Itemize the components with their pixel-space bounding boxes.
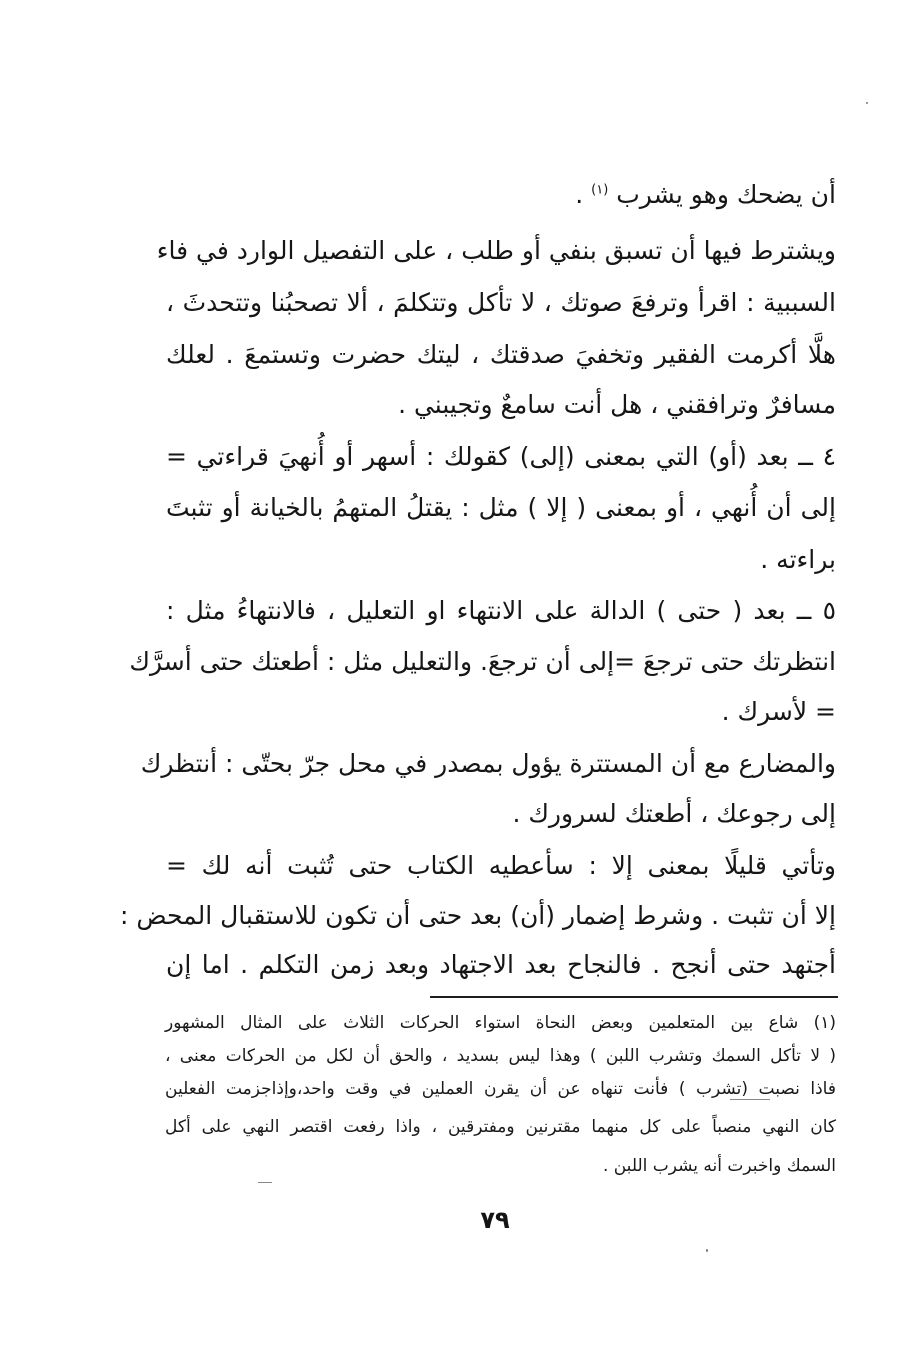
- body-line-16: أجتهد حتى أنجح . فالنجاح بعد الاجتهاد وبعد زمن التكلم . اما إن: [166, 950, 836, 979]
- footnote-separator: [430, 996, 838, 998]
- scan-speck: [706, 1249, 708, 1252]
- body-line-6: ٤ ــ بعد (أو) التي بمعنى (إلى) كقولك : أسهر أو أُنهيَ قراءتي =: [166, 442, 836, 471]
- scan-mark: [730, 1099, 770, 1100]
- body-line-2: ويشترط فيها أن تسبق بنفي أو طلب ، على التفصيل الوارد في فاء: [156, 236, 836, 265]
- body-line-5: مسافرٌ وترافقني ، هل أنت سامعٌ وتجيبني .: [398, 390, 836, 419]
- body-line-4: هلَّا أكرمت الفقير وتخفيَ صدقتك ، ليتك حضرت وتستمعَ . لعلك: [166, 340, 836, 369]
- body-line-1: أن يضحك وهو يشرب $^{(١)}$ .: [575, 180, 836, 209]
- body-line-8: براءته .: [760, 545, 836, 574]
- body-line-15: إلا أن تثبت . وشرط إضمار (أن) بعد حتى أن تكون للاستقبال المحض :: [120, 901, 836, 930]
- body-line-12: والمضارع مع أن المستترة يؤول بمصدر في محل جرّ بحتّى : أنتظرك: [140, 749, 836, 778]
- footnote-reference: (١): [591, 182, 609, 198]
- footnote-line-2: ( لا تأكل السمك وتشرب اللبن ) وهذا ليس بسديد ، والحق أن لكل من الحركات معنى ،: [165, 1046, 836, 1066]
- body-line-9: ٥ ــ بعد ( حتى ) الدالة على الانتهاء او التعليل ، فالانتهاءُ مثل :: [166, 596, 836, 625]
- body-line-13: إلى رجوعك ، أطعتك لسرورك .: [512, 799, 836, 828]
- page-number: ٧٩: [480, 1206, 510, 1234]
- body-line-14: وتأتي قليلًا بمعنى إلا : سأعطيه الكتاب حتى تُثبت أنه لك =: [166, 851, 836, 880]
- body-line-3: السببية : اقرأ وترفعَ صوتك ، لا تأكل وتتكلمَ ، ألا تصحبُنا وتتحدثَ ،: [166, 288, 836, 317]
- body-line-10: انتظرتك حتى ترجعَ =إلى أن ترجعَ. والتعليل مثل : أطعتك حتى أسرَّك: [129, 647, 836, 676]
- scan-mark: [258, 1182, 272, 1183]
- footnote-line-3: فاذا نصبت (تشرب ) فأنت تنهاه عن أن يقرن العملين في وقت واحد،وإذاجزمت الفعلين: [165, 1079, 836, 1099]
- body-line-11: = لأسرك .: [721, 697, 836, 726]
- body-line-7: إلى أن أُنهي ، أو بمعنى ( إلا ) مثل : يقتلُ المتهمُ بالخيانة أو تثبتَ: [166, 493, 836, 522]
- footnote-line-4: كان النهي منصباً على كل منهما مقترنين ومفترقين ، واذا رفعت اقتصر النهي على أكل: [165, 1117, 836, 1137]
- footnote-line-5: السمك واخبرت أنه يشرب اللبن .: [602, 1156, 836, 1176]
- scan-speck: [866, 102, 868, 104]
- footnote-line-1: (١) شاع بين المتعلمين وبعض النحاة استواء الحركات الثلاث على المثال المشهور: [165, 1013, 836, 1033]
